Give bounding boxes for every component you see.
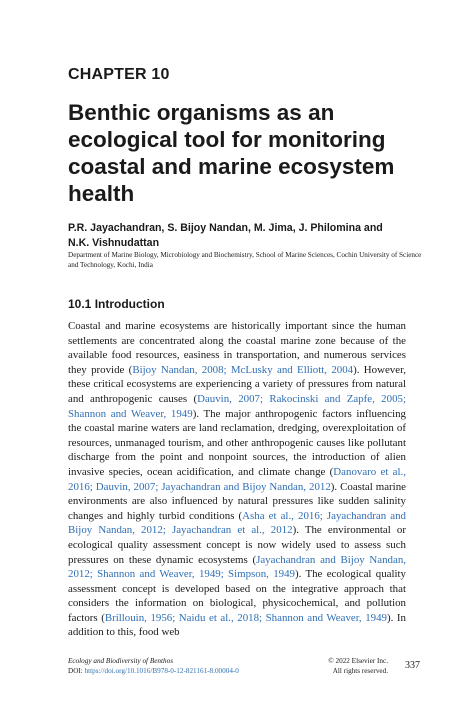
section-heading: 10.1 Introduction	[68, 297, 165, 311]
body-text: ). The ecological quality assessment concept is developed based on the integrative approach that considers the information on biological, physicochemical, and pollution factors (	[68, 568, 406, 624]
introduction-paragraph	[68, 319, 406, 640]
body-text: ). However, these critical ecosystems are experiencing a variety of pressures from natural and anthropogenic causes (	[68, 363, 406, 405]
doi-label: DOI:	[68, 666, 85, 675]
copyright-text: © 2022 Elsevier Inc.	[328, 657, 388, 665]
body-text: Coastal and marine ecosystems are historically important since the human settlements are concentrated along the coastal marine zone because of the available food resources, easiness in transportation, and numerous services they provide (	[68, 320, 406, 376]
rights-text: All rights reserved.	[332, 666, 388, 675]
authors-line-2: N.K. Vishnudattan	[68, 237, 160, 249]
chapter-title: Benthic organisms as an ecological tool for monitoring coastal and marine ecosystem health	[68, 100, 395, 206]
footer-copyright	[300, 657, 388, 676]
body-text: ). The major anthropogenic factors influencing the coastal marine waters are land reclamation, dredging, overexploitation of resources, unmanaged tourism, and other anthropogenic causes like pollutant discharge from the point and nonpoint sources, the introduction of alien invasive species, ocean acidification, and climate change (	[68, 407, 406, 478]
chapter-label: CHAPTER 10	[68, 66, 170, 83]
page-number: 337	[405, 660, 420, 671]
affiliation: Department of Marine Biology, Microbiology and Biochemistry, School of Marine Sciences, Cochin University of Science and Technology, Kochi, India	[68, 251, 422, 269]
footer-source	[68, 657, 239, 676]
authors-line-1: P.R. Jayachandran, S. Bijoy Nandan, M. Jima, J. Philomina and	[68, 222, 383, 234]
doi-link[interactable]: https://doi.org/10.1016/B978-0-12-821161-8.00004-0	[84, 666, 239, 675]
citation-link[interactable]: Jayachandran and Bijoy Nandan, 2012; Shannon and Weaver, 1949; Simpson, 1949	[68, 553, 407, 581]
citation-link[interactable]: Dauvin, 2007; Rakocinski and Zapfe, 2005; Shannon and Weaver, 1949	[68, 392, 406, 420]
doi-line	[68, 667, 239, 677]
author-list	[68, 221, 413, 251]
book-title: Ecology and Biodiversity of Benthos	[68, 657, 173, 665]
body-text: ). Coastal marine environments are also influenced by natural pressures like sudden salinity changes and highly turbid conditions (	[68, 480, 406, 522]
citation-link[interactable]: Brillouin, 1956; Naidu et al., 2018; Shannon and Weaver, 1949	[104, 611, 387, 624]
body-text: ). The environmental or ecological quality assessment concept is now widely used to assess such pressures on these dynamic ecosystems (	[68, 524, 406, 566]
citation-link[interactable]: Asha et al., 2016; Jayachandran and Bijoy Nandan, 2012; Jayachandran et al., 2012	[68, 509, 406, 537]
citation-link[interactable]: Danovaro et al., 2016; Dauvin, 2007; Jayachandran and Bijoy Nandan, 2012	[68, 465, 406, 493]
citation-link[interactable]: Bijoy Nandan, 2008; McLusky and Elliott, 2004	[132, 363, 354, 376]
body-text: ). In addition to this, food web	[68, 611, 406, 639]
